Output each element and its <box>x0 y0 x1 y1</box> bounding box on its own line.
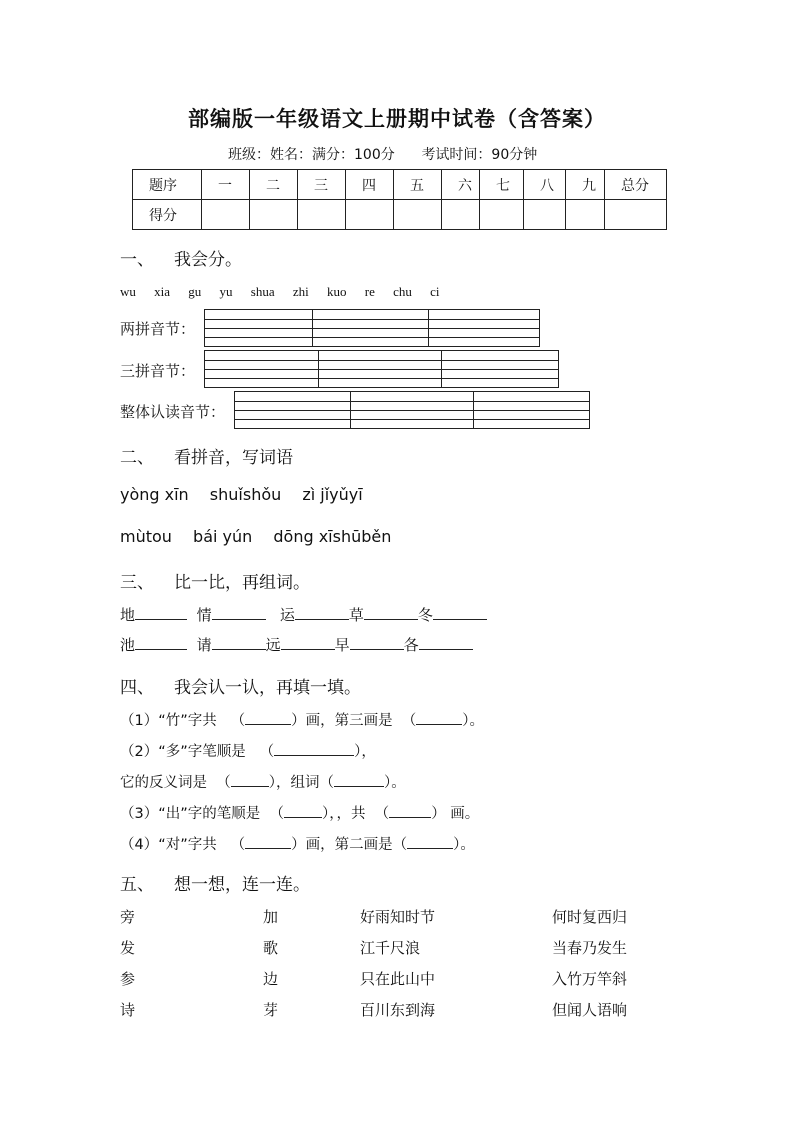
character: 各 <box>403 636 419 654</box>
match-col4-item[interactable]: 但闻人语响 <box>552 1001 628 1019</box>
pinyin-words-line-2 <box>120 527 407 546</box>
character: 远 <box>265 636 281 654</box>
syllable: re <box>364 284 375 299</box>
section-number: 一、 <box>120 250 154 270</box>
answer-blank[interactable] <box>274 741 354 756</box>
question-text: （4）“对”字共 <box>120 837 217 853</box>
question-text: ，组词 <box>275 775 320 791</box>
compare-row-1 <box>120 604 487 625</box>
pinyin-word: mùtou <box>120 527 172 546</box>
score-input-cell[interactable] <box>394 200 442 230</box>
character: 早 <box>334 636 350 654</box>
section-number: 四、 <box>120 678 154 698</box>
score-table-score-row <box>133 200 667 230</box>
match-col3-item[interactable]: 只在此山中 <box>360 970 436 988</box>
match-col1-item[interactable]: 诗 <box>120 1001 136 1019</box>
answer-blank[interactable] <box>416 710 462 725</box>
question-text: 。 <box>469 713 485 729</box>
score-input-cell[interactable] <box>298 200 346 230</box>
writing-cell[interactable] <box>235 392 351 428</box>
score-header-cell: 三 <box>298 170 346 200</box>
answer-blank[interactable] <box>245 710 291 725</box>
section-title: 我会分。 <box>174 250 242 270</box>
question-text: ，共 <box>336 806 366 822</box>
question-4: （4）“对”字共 （ ）画，第二画是（ ）。 <box>120 833 475 854</box>
question-text: ， <box>361 744 376 760</box>
section-title: 看拼音，写词语 <box>174 448 293 468</box>
match-col2-item[interactable]: 歌 <box>263 939 279 957</box>
answer-blank[interactable] <box>135 605 187 620</box>
answer-blank[interactable] <box>231 772 269 787</box>
compare-row-2 <box>120 634 473 655</box>
score-header-cell: 一 <box>202 170 250 200</box>
pinyin-word: bái yún <box>193 527 253 546</box>
pinyin-word: dōng xīshūběn <box>273 527 392 546</box>
character: 池 <box>120 636 136 654</box>
score-header-cell: 四 <box>346 170 394 200</box>
answer-blank[interactable] <box>433 605 487 620</box>
question-text: （3）“出”字的笔顺是 <box>120 806 261 822</box>
two-part-syllable-label: 两拼音节： <box>120 320 196 338</box>
score-header-cell: 总分 <box>605 170 667 200</box>
question-text: （1）“竹”字共 <box>120 713 217 729</box>
syllable: kuo <box>327 284 347 299</box>
answer-blank[interactable] <box>212 605 266 620</box>
question-1: （1）“竹”字共 （ ）画，第三画是 （ ）。 <box>120 709 484 730</box>
section-number: 二、 <box>120 448 154 468</box>
class-name-score: 班级：姓名：满分：100分 <box>228 147 395 163</box>
answer-blank[interactable] <box>389 803 431 818</box>
question-text: 画，第三画是 <box>305 713 393 729</box>
section-number: 三、 <box>120 573 154 593</box>
syllable: zhi <box>292 284 309 299</box>
answer-blank[interactable] <box>407 834 453 849</box>
section-2-heading <box>120 443 293 468</box>
match-col3-item[interactable]: 江千尺浪 <box>360 939 421 957</box>
syllable: wu <box>120 284 136 299</box>
score-header-cell: 七 <box>480 170 524 200</box>
score-input-cell[interactable] <box>346 200 394 230</box>
writing-grid-two-part[interactable] <box>204 309 540 347</box>
match-col4-item[interactable]: 何时复西归 <box>552 908 628 926</box>
answer-blank[interactable] <box>212 635 266 650</box>
section-number: 五、 <box>120 875 154 895</box>
score-header-cell: 六 <box>442 170 480 200</box>
question-text: 它的反义词是 <box>120 775 207 791</box>
score-input-cell[interactable] <box>566 200 605 230</box>
writing-cell[interactable] <box>351 392 474 428</box>
match-col1-item[interactable]: 旁 <box>120 908 136 926</box>
question-2-continued: 它的反义词是 （ ），组词（ ）。 <box>120 771 406 792</box>
syllable: xia <box>154 284 171 299</box>
section-title: 比一比，再组词。 <box>174 573 310 593</box>
writing-cell[interactable] <box>442 351 558 387</box>
pinyin-word: yòng xīn <box>120 485 189 504</box>
writing-cell[interactable] <box>474 392 589 428</box>
answer-blank[interactable] <box>419 635 473 650</box>
question-3: （3）“出”字的笔顺是 （ ），，共 （ ） 画。 <box>120 802 479 823</box>
answer-blank[interactable] <box>350 635 404 650</box>
exam-info <box>228 144 537 164</box>
character: 请 <box>196 636 212 654</box>
question-2: （2）“多”字笔顺是 （ ）， <box>120 740 376 761</box>
match-col1-item[interactable]: 参 <box>120 970 136 988</box>
score-input-cell[interactable] <box>442 200 480 230</box>
answer-blank[interactable] <box>135 635 187 650</box>
syllable-list <box>120 284 455 300</box>
score-table-header-row <box>133 170 667 200</box>
section-title: 我会认一认，再填一填。 <box>174 678 361 698</box>
writing-cell[interactable] <box>313 310 429 346</box>
whole-syllable-label: 整体认读音节： <box>120 403 226 421</box>
syllable: shua <box>250 284 275 299</box>
syllable: gu <box>188 284 202 299</box>
syllable: ci <box>430 284 440 299</box>
writing-grid-three-part[interactable] <box>204 350 559 388</box>
three-part-syllable-label: 三拼音节： <box>120 362 196 380</box>
answer-blank[interactable] <box>281 635 335 650</box>
match-col1-item[interactable]: 发 <box>120 939 136 957</box>
question-text: 画。 <box>450 806 480 822</box>
question-text: 。 <box>460 837 475 853</box>
character: 运 <box>279 606 295 624</box>
writing-cell[interactable] <box>319 351 442 387</box>
character: 情 <box>196 606 212 624</box>
score-input-cell[interactable] <box>202 200 250 230</box>
character: 冬 <box>417 606 433 624</box>
exam-time: 考试时间：90分钟 <box>421 147 538 163</box>
score-header-cell: 题序 <box>133 170 202 200</box>
match-col2-item[interactable]: 芽 <box>263 1001 279 1019</box>
score-table <box>132 169 667 230</box>
section-3-heading <box>120 568 310 593</box>
score-row-label: 得分 <box>133 200 202 230</box>
syllable: chu <box>393 284 412 299</box>
question-text: （2）“多”字笔顺是 <box>120 744 246 760</box>
answer-blank[interactable] <box>364 605 418 620</box>
answer-blank[interactable] <box>295 605 349 620</box>
score-input-cell[interactable] <box>524 200 566 230</box>
pinyin-word: zì jǐyǔyī <box>302 485 363 504</box>
character: 草 <box>348 606 364 624</box>
syllable: yu <box>219 284 233 299</box>
character: 地 <box>120 606 136 624</box>
writing-cell[interactable] <box>205 351 319 387</box>
match-col3-item[interactable]: 百川东到海 <box>360 1001 436 1019</box>
pinyin-word: shuǐshǒu <box>209 485 282 504</box>
writing-grid-whole[interactable] <box>234 391 590 429</box>
match-col3-item[interactable]: 好雨知时节 <box>360 908 436 926</box>
score-input-cell[interactable] <box>605 200 667 230</box>
match-col4-item[interactable]: 当春乃发生 <box>552 939 628 957</box>
question-text: 。 <box>391 775 406 791</box>
writing-cell[interactable] <box>205 310 313 346</box>
score-input-cell[interactable] <box>250 200 298 230</box>
score-header-cell: 九 <box>566 170 605 200</box>
answer-blank[interactable] <box>284 803 322 818</box>
section-1-heading <box>120 245 242 270</box>
section-4-heading <box>120 673 361 698</box>
score-header-cell: 五 <box>394 170 442 200</box>
answer-blank[interactable] <box>334 772 384 787</box>
match-col2-item[interactable]: 边 <box>263 970 279 988</box>
section-5-heading <box>120 870 310 895</box>
writing-cell[interactable] <box>429 310 539 346</box>
score-input-cell[interactable] <box>480 200 524 230</box>
match-col4-item[interactable]: 入竹万竿斜 <box>552 970 628 988</box>
score-header-cell: 八 <box>524 170 566 200</box>
question-text: 画，第二画是 <box>305 837 393 853</box>
score-header-cell: 二 <box>250 170 298 200</box>
section-title: 想一想，连一连。 <box>174 875 310 895</box>
pinyin-words-line-1 <box>120 485 379 504</box>
page-title: 部编版一年级语文上册期中试卷（含答案） <box>188 106 606 131</box>
match-col2-item[interactable]: 加 <box>263 908 279 926</box>
answer-blank[interactable] <box>245 834 291 849</box>
